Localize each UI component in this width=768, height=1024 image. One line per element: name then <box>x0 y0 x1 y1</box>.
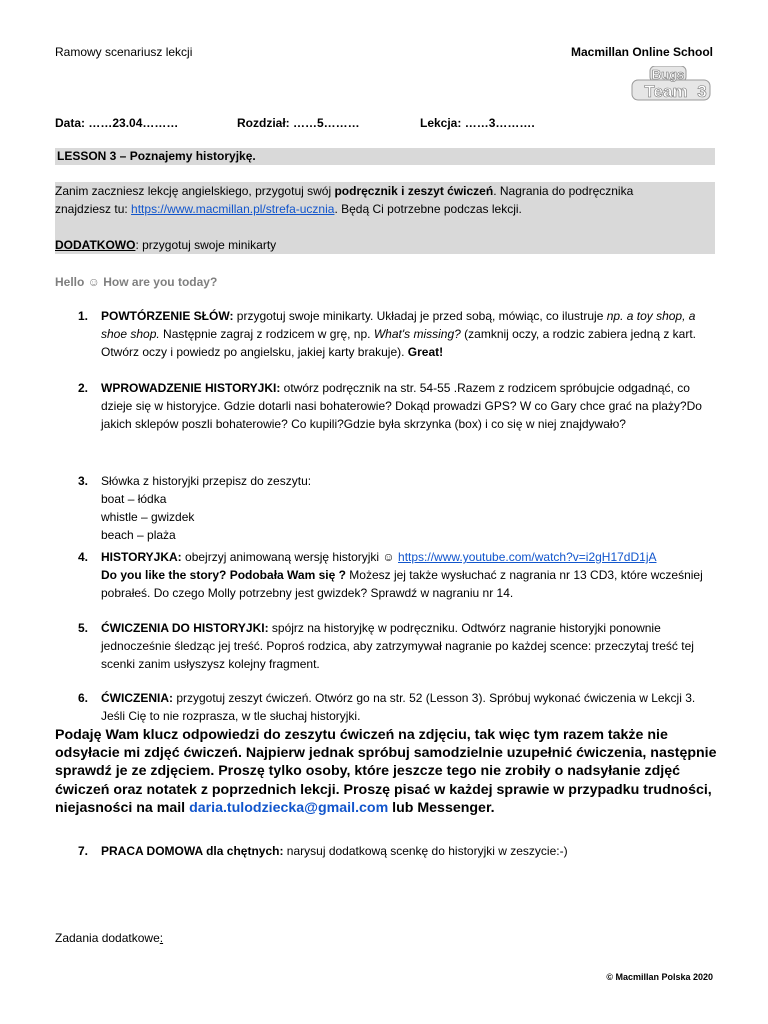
intro-box <box>55 182 715 254</box>
intro-extra <box>55 236 715 254</box>
lesson-field: Lekcja: ……3………. <box>420 116 535 130</box>
intro-text-c: . Nagrania do podręcznika <box>493 184 634 198</box>
item-text: spójrz na historyjkę w podręczniku. Odtwórz nagranie historyjki ponownie jednocześnie śledząc jej treść. Poproś rodzica, aby zatrzymywał nagranie po każdej scence: przeczytaj treść tej scenki zanim usłyszysz kolejny fragment. <box>101 621 694 671</box>
intro-line-1 <box>55 182 715 200</box>
youtube-link[interactable]: https://www.youtube.com/watch?v=i2gH17dD1jA <box>398 550 657 564</box>
intro-line-2 <box>55 200 715 218</box>
item-heading: POWTÓRZENIE SŁÓW: <box>101 309 234 323</box>
item-text: Możesz jej także wysłuchać z nagrania nr 13 CD3, które wcześniej pobrałeś. Do czego Molly potrzebny jest gwizdek? Sprawdź w nagraniu nr 14. <box>101 568 703 600</box>
item-text: przygotuj swoje minikarty. Układaj je przed sobą, mówiąc, co ilustruje <box>233 309 607 323</box>
header-left: Ramowy scenariusz lekcji <box>55 45 193 59</box>
item-number: 3. <box>78 474 89 488</box>
item-text: otwórz podręcznik na str. 54-55 .Razem z rodzicem spróbujcie odgadnąć, co dzieje się w historyjce. Gdzie dotarli nasi bohaterowie? Dokąd prowadzi GPS? W co Gary chce grać na plaży?Do jakich sklepów poszli bohaterowie? Co kupili?Gdzie była skrzynka (box) i co się w niej znajdywało? <box>101 381 702 431</box>
date-field: Data: ……23.04……… <box>55 116 179 130</box>
item-text: Słówka z historyjki przepisz do zeszytu: <box>101 474 312 488</box>
item-text: Następnie zagraj z rodzicem w grę, np. <box>159 327 374 341</box>
item-heading: ĆWICZENIA DO HISTORYJKI: <box>101 621 269 635</box>
item-text: narysuj dodatkową scenkę do historyjki w zeszycie:-) <box>283 844 568 858</box>
item-heading: ĆWICZENIA: <box>101 691 173 705</box>
item-number: 7. <box>78 844 89 858</box>
item-text: (zamknij oczy, a rodzic zabiera jedną z kart. Otwórz oczy i powiedz po angielsku, jakiej karty brakuje). <box>101 327 697 359</box>
item-number: 6. <box>78 691 89 705</box>
vocab-word: whistle – gwizdek <box>101 510 195 524</box>
list-item-7 <box>78 842 718 860</box>
date-line <box>55 114 715 132</box>
header-right: Macmillan Online School <box>570 45 713 59</box>
extra-label: DODATKOWO <box>55 238 136 252</box>
lesson-title-bar <box>55 148 715 165</box>
note-text: Podaję Wam klucz odpowiedzi do zeszytu ćwiczeń na zdjęciu, tak więc tym razem także nie odsyłacie mi zdjęć ćwiczeń. Najpierw jednak spróbuj samodzielnie uzupełnić ćwiczenia, następnie sprawdź je ze zdjęciem. Proszę tylko osoby, które jeszcze tego nie zrobiły o nadsyłanie zdjęć ćwiczeń oraz notatek z poprzednich lekcji. Proszę pisać w każdej sprawie w przypadku trudności, niejasności na mail <box>55 727 717 816</box>
vocab-word: boat – łódka <box>101 492 167 506</box>
answer-key-note <box>55 726 725 817</box>
item-heading: HISTORYJKA: <box>101 550 182 564</box>
item-number: 1. <box>78 309 89 323</box>
logo-text-team: Team <box>644 82 688 101</box>
item-example: np. a toy shop, a shoe shop. <box>101 309 696 341</box>
extra-tasks <box>55 929 163 947</box>
intro-text-a: Zanim zaczniesz lekcję angielskiego, przygotuj swój <box>55 184 335 198</box>
chapter-field: Rozdział: ……5……… <box>237 116 360 130</box>
item-number: 5. <box>78 621 89 635</box>
intro-text-where: znajdziesz tu: <box>55 202 132 216</box>
list-item-6 <box>78 689 718 725</box>
item-great: Great! <box>407 345 444 359</box>
logo-text-bugs: Bugs <box>651 67 685 82</box>
list-item-3 <box>78 472 718 544</box>
lesson-title: LESSON 3 – Poznajemy historyjkę. <box>57 149 256 163</box>
intro-materials: podręcznik i zeszyt ćwiczeń <box>334 184 494 198</box>
item-heading: WPROWADZENIE HISTORYJKI: <box>101 381 281 395</box>
greeting: Hello ☺ How are you today? <box>55 275 218 289</box>
list-item-5 <box>78 619 718 673</box>
copyright: © Macmillan Polska 2020 <box>606 972 713 982</box>
item-heading: PRACA DOMOWA dla chętnych: <box>101 844 284 858</box>
list-item-2 <box>78 379 718 433</box>
bugs-team-logo <box>630 66 712 102</box>
vocab-word: beach – plaża <box>101 528 176 542</box>
item-number: 2. <box>78 381 89 395</box>
item-text: przygotuj zeszyt ćwiczeń. Otwórz go na str. 52 (Lesson 3). Spróbuj wykonać ćwiczenia w Lekcji 3. Jeśli Cię to nie rozprasza, w tle słuchaj historyjki. <box>101 691 696 723</box>
item-number: 4. <box>78 550 89 564</box>
macmillan-link[interactable]: https://www.macmillan.pl/strefa-ucznia <box>131 202 335 216</box>
item-example: What's missing? <box>373 327 461 341</box>
item-question: Do you like the story? Podobała Wam się ? <box>101 568 346 582</box>
extra-tasks-label: Zadania dodatkowe <box>55 931 160 945</box>
extra-tasks-colon: : <box>159 931 164 945</box>
list-item-4 <box>78 548 718 602</box>
intro-text-needed: . Będą Ci potrzebne podczas lekcji. <box>334 202 522 216</box>
list-item-1 <box>78 307 718 361</box>
extra-text: : przygotuj swoje minikarty <box>135 238 277 252</box>
logo-text-num: 3 <box>697 82 707 101</box>
note-end: lub Messenger. <box>388 799 495 816</box>
item-text: obejrzyj animowaną wersję historyjki ☺ <box>181 550 399 564</box>
email-link[interactable]: daria.tulodziecka@gmail.com <box>189 799 389 816</box>
